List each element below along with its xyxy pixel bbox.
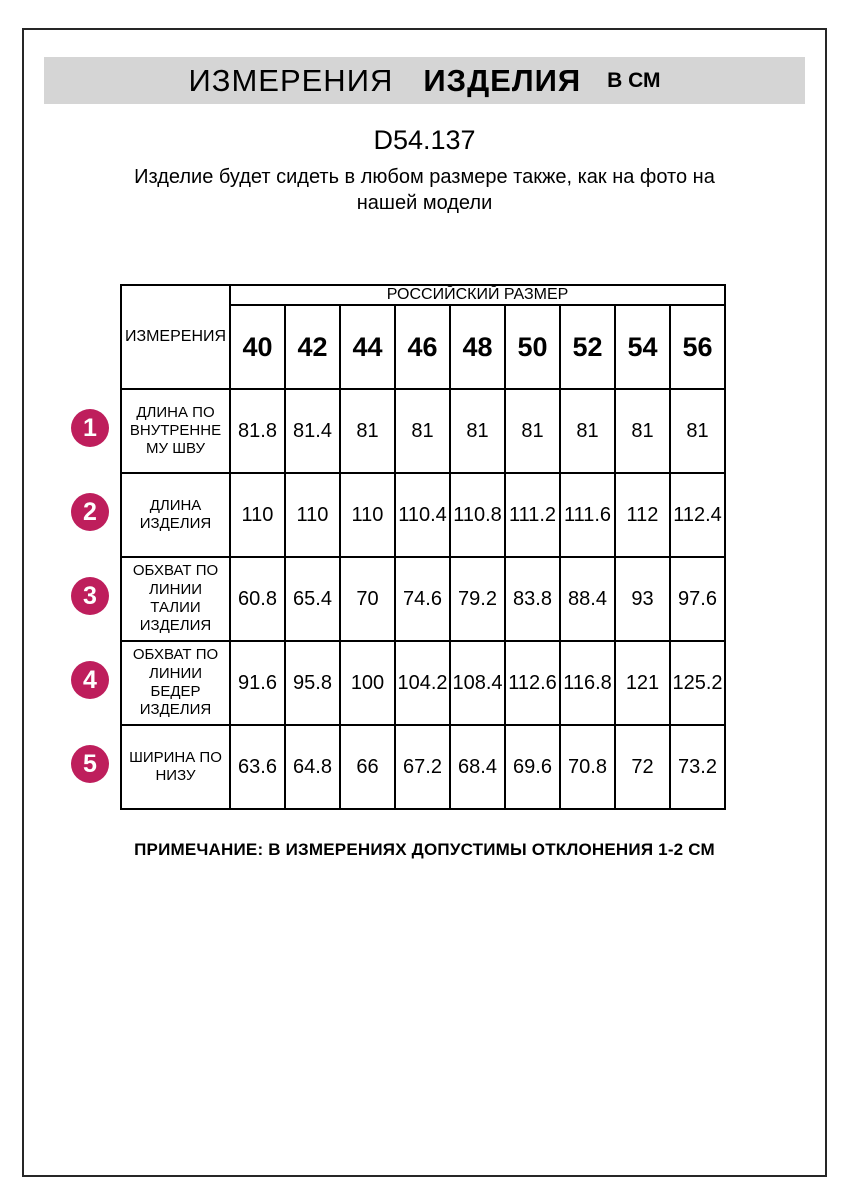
- measurement-value-cell: 81: [340, 389, 395, 473]
- measurement-value-cell: 73.2: [670, 725, 725, 809]
- size-column-header: 44: [340, 305, 395, 389]
- measurement-value-cell: 79.2: [450, 557, 505, 641]
- model-code: D54.137: [373, 125, 476, 155]
- measurement-value-cell: 95.8: [285, 641, 340, 725]
- measurement-row-label: ОБХВАТ ПО ЛИНИИ БЕДЕР ИЗДЕЛИЯ: [121, 641, 230, 725]
- measurement-value-cell: 112: [615, 473, 670, 557]
- measurement-value-cell: 70: [340, 557, 395, 641]
- measurement-value-cell: 104.2: [395, 641, 450, 725]
- measurement-value-cell: 110: [285, 473, 340, 557]
- measurement-value-cell: 81: [505, 389, 560, 473]
- measurement-value-cell: 116.8: [560, 641, 615, 725]
- size-column-header: 48: [450, 305, 505, 389]
- table-row: [121, 473, 725, 557]
- measurement-value-cell: 125.2: [670, 641, 725, 725]
- measurement-value-cell: 70.8: [560, 725, 615, 809]
- measurement-value-cell: 88.4: [560, 557, 615, 641]
- measurements-column-header: ИЗМЕРЕНИЯ: [121, 285, 230, 389]
- size-column-header: 54: [615, 305, 670, 389]
- row-number-badge: 1: [71, 409, 109, 447]
- size-column-header: 52: [560, 305, 615, 389]
- measurement-value-cell: 81: [560, 389, 615, 473]
- measurement-value-cell: 112.6: [505, 641, 560, 725]
- table-row: [121, 389, 725, 473]
- size-column-header: 50: [505, 305, 560, 389]
- measurement-value-cell: 65.4: [285, 557, 340, 641]
- measurement-value-cell: 81: [670, 389, 725, 473]
- measurement-value-cell: 110: [340, 473, 395, 557]
- measurement-value-cell: 66: [340, 725, 395, 809]
- measurement-value-cell: 100: [340, 641, 395, 725]
- measurement-value-cell: 93: [615, 557, 670, 641]
- row-number-badge: 4: [71, 661, 109, 699]
- measurement-value-cell: 67.2: [395, 725, 450, 809]
- measurement-value-cell: 97.6: [670, 557, 725, 641]
- measurements-table: [120, 284, 726, 810]
- measurement-row-label: ДЛИНА ИЗДЕЛИЯ: [121, 473, 230, 557]
- group-header-row: [121, 285, 725, 305]
- title-banner: [44, 57, 805, 104]
- size-chart-zone: [24, 284, 825, 810]
- size-column-header: 42: [285, 305, 340, 389]
- measurement-value-cell: 81: [395, 389, 450, 473]
- size-column-header: 56: [670, 305, 725, 389]
- table-row: [121, 557, 725, 641]
- russian-size-header: РОССИЙСКИЙ РАЗМЕР: [230, 285, 725, 305]
- measurement-value-cell: 110: [230, 473, 285, 557]
- measurement-value-cell: 111.6: [560, 473, 615, 557]
- title-word-product: ИЗДЕЛИЯ: [423, 62, 582, 98]
- measurement-row-label: ОБХВАТ ПО ЛИНИИ ТАЛИИ ИЗДЕЛИЯ: [121, 557, 230, 641]
- measurement-value-cell: 83.8: [505, 557, 560, 641]
- table-row: [121, 641, 725, 725]
- measurement-value-cell: 81: [450, 389, 505, 473]
- note-text: ПРИМЕЧАНИЕ: В ИЗМЕРЕНИЯХ ДОПУСТИМЫ ОТКЛОНЕНИЯ 1-2 СМ: [134, 840, 715, 859]
- measurement-value-cell: 72: [615, 725, 670, 809]
- measurement-value-cell: 69.6: [505, 725, 560, 809]
- measurement-value-cell: 68.4: [450, 725, 505, 809]
- page-border-frame: [22, 28, 827, 1177]
- table-row: [121, 725, 725, 809]
- measurement-value-cell: 63.6: [230, 725, 285, 809]
- measurement-value-cell: 121: [615, 641, 670, 725]
- measurement-value-cell: 60.8: [230, 557, 285, 641]
- measurement-value-cell: 74.6: [395, 557, 450, 641]
- size-column-header: 40: [230, 305, 285, 389]
- measurement-value-cell: 64.8: [285, 725, 340, 809]
- measurement-value-cell: 91.6: [230, 641, 285, 725]
- size-column-header: 46: [395, 305, 450, 389]
- measurement-value-cell: 112.4: [670, 473, 725, 557]
- fit-description: Изделие будет сидеть в любом размере также, как на фото на нашей модели: [134, 166, 715, 214]
- measurement-value-cell: 108.4: [450, 641, 505, 725]
- row-number-badge: 5: [71, 745, 109, 783]
- measurement-value-cell: 111.2: [505, 473, 560, 557]
- title-unit-cm: В СМ: [607, 68, 661, 92]
- row-number-badge: 3: [71, 577, 109, 615]
- measurement-value-cell: 110.8: [450, 473, 505, 557]
- row-number-badge: 2: [71, 493, 109, 531]
- measurement-value-cell: 81: [615, 389, 670, 473]
- measurement-value-cell: 110.4: [395, 473, 450, 557]
- measurement-row-label: ШИРИНА ПО НИЗУ: [121, 725, 230, 809]
- title-word-measurements: ИЗМЕРЕНИЯ: [188, 62, 394, 98]
- measurement-value-cell: 81.8: [230, 389, 285, 473]
- measurement-value-cell: 81.4: [285, 389, 340, 473]
- measurement-row-label: ДЛИНА ПО ВНУТРЕННЕМУ ШВУ: [121, 389, 230, 473]
